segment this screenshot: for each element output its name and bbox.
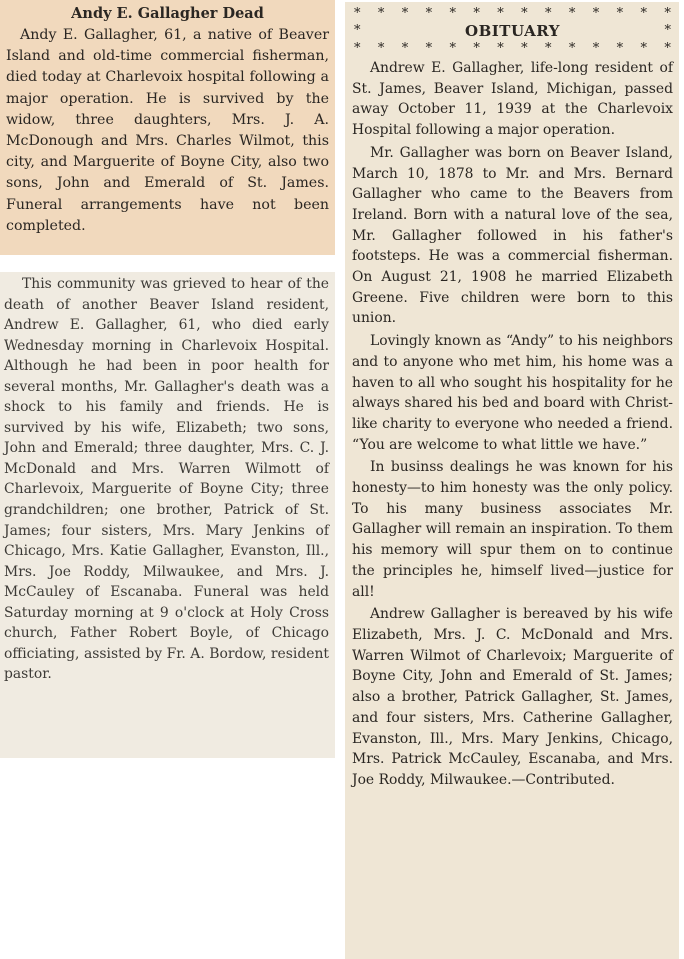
obituary-title-row — [352, 21, 673, 41]
star-icon: * — [449, 6, 456, 21]
star-icon: * — [664, 23, 671, 38]
obituary-clipping-long — [345, 2, 679, 959]
star-icon: * — [664, 41, 671, 56]
star-icon: * — [497, 41, 504, 56]
star-icon: * — [616, 6, 624, 21]
star-icon: * — [473, 41, 480, 56]
star-icon: * — [521, 6, 528, 21]
star-icon: * — [568, 6, 576, 21]
obituary-paragraph: Lovingly known as “Andy” to his neighbors and to anyone who met him, his home was a haven to all who sought his hospitality for he always shared his bed and board with Christ-like charity to everyone who needed a friend. “You are welcome to what little we have.” — [352, 333, 673, 453]
star-icon: * — [616, 41, 624, 56]
star-icon: * — [640, 41, 647, 56]
star-icon: * — [545, 6, 552, 21]
obituary-paragraph: In businss dealings he was known for his honesty—to him honesty was the only policy. To his many business associates Mr. Gallagher will remain an inspiration. To them his memory will spur them on to continue the principles he, himself lived—justice for all! — [352, 459, 673, 600]
star-icon: * — [401, 6, 409, 21]
star-icon: * — [592, 6, 600, 21]
obituary-clipping-short — [0, 0, 335, 255]
star-icon: * — [449, 41, 456, 56]
star-icon: * — [354, 41, 361, 56]
obituary-title: OBITUARY — [465, 22, 560, 40]
star-icon: * — [664, 6, 671, 21]
star-icon: * — [592, 41, 600, 56]
star-icon: * — [377, 41, 385, 56]
star-icon: * — [377, 6, 385, 21]
obituary-paragraph: Mr. Gallagher was born on Beaver Island, March 10, 1878 to Mr. and Mrs. Bernard Gallagher who came to the Beavers from Ireland. Born with a natural love of the sea, Mr. Gallagher followed in his father's footsteps. He was a commercial fisherman. On August 21, 1908 he married Elizabeth Greene. Five children were born to this union. — [352, 144, 673, 327]
star-icon: * — [354, 6, 361, 21]
star-icon: * — [568, 41, 576, 56]
star-icon: * — [521, 41, 528, 56]
obituary-paragraph: Andrew Gallagher is bereaved by his wife Elizabeth, Mrs. J. C. McDonald and Mrs. Warren Wilmot of Charlevoix; Marguerite of Boyne City, John and Emerald of St. James; also a brother, Patrick Gallagher, St. James, and four sisters, Mrs. Catherine Gallagher, Evanston, Ill., Mrs. Mary Jenkins, Chicago, Mrs. Patrick McCauley, Escanaba, and Mrs. Joe Roddy, Milwaukee.—Contributed. — [352, 606, 673, 788]
star-icon: * — [640, 6, 647, 21]
star-icon: * — [545, 41, 552, 56]
clipping-body: This community was grieved to hear of the death of another Beaver Island resident, Andrew E. Gallagher, 61, who died early Wednesday morning in Charlevoix Hospital. Although he had been in poor health for several months, Mr. Gallagher's death was a shock to his family and friends. He is survived by his wife, Elizabeth; two sons, John and Emerald; three daughter, Mrs. C. J. McDonald and Mrs. Warren Wilmott of Charlevoix, Marguerite of Boyne City; three grandchildren; one brother, Patrick of St. James; four sisters, Mrs. Mary Jenkins of Chicago, Mrs. Katie Gallagher, Evanston, Ill., Mrs. Joe Roddy, Milwaukee, and Mrs. J. McCauley of Escanaba. Funeral was held Saturday morning at 9 o'clock at Holy Cross church, Father Robert Boyle, of Chicago officiating, assisted by Fr. A. Bordow, resident pastor. — [4, 276, 329, 683]
star-icon: * — [354, 23, 361, 38]
clipping-body: Andy E. Gallagher, 61, a native of Beaver Island and old-time commercial fisherman, died today at Charlevoix hospital following a major operation. He is survived by the widow, three daughters, Mrs. J. A. McDonough and Mrs. Charles Wilmot, this city, and Marguerite of Boyne City, also two sons, John and Emerald of St. James. Funeral arrangements have not been completed. — [6, 27, 329, 234]
obituary-clipping-community — [0, 272, 335, 758]
obituary-header — [352, 6, 673, 56]
star-icon: * — [497, 6, 504, 21]
obituary-paragraph: Andrew E. Gallagher, life-long resident of St. James, Beaver Island, Michigan, passed away October 11, 1939 at the Charlevoix Hospital following a major operation. — [352, 60, 673, 139]
star-icon: * — [401, 41, 409, 56]
clipping-headline: Andy E. Gallagher Dead — [71, 5, 264, 22]
star-icon: * — [425, 6, 433, 21]
star-border-top — [352, 6, 673, 21]
star-icon: * — [425, 41, 433, 56]
star-icon: * — [473, 6, 480, 21]
star-border-bottom — [352, 41, 673, 56]
